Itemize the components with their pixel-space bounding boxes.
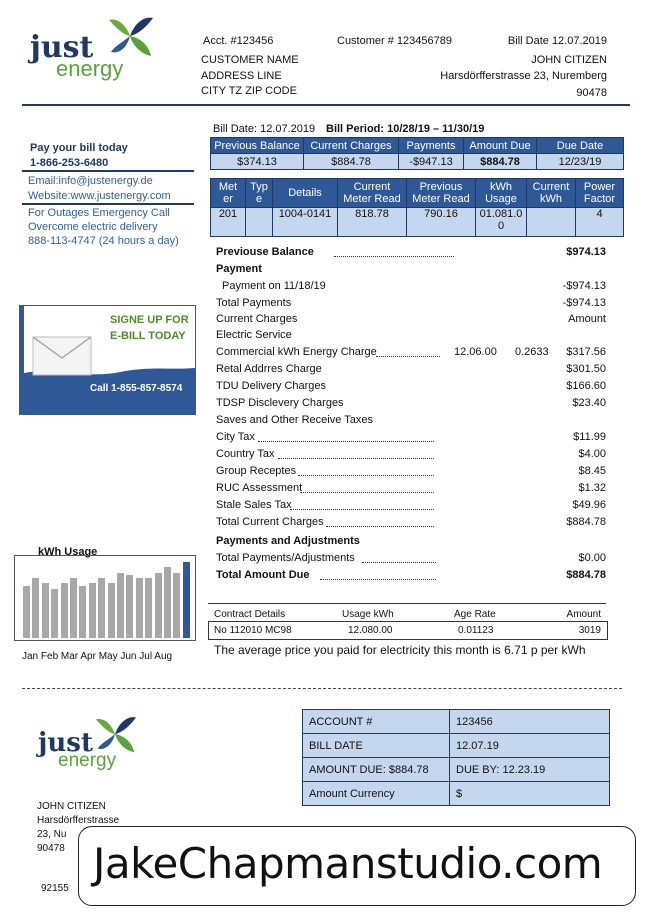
meter-value-current-kwh [527, 208, 576, 237]
summary-due-date: 12/23/19 [537, 154, 624, 170]
summary-previous: $374.13 [211, 154, 304, 170]
total-due-amount: $884.78 [566, 569, 606, 581]
meter-value-meter: 201 [211, 208, 246, 237]
tdu-label: TDU Delivery Charges [216, 380, 327, 392]
contract-header-rate: Age Rate [454, 609, 496, 620]
city-tax-label: City Tax [216, 431, 255, 443]
summary-bill-date: Bill Date: 12.07.2019 [213, 123, 316, 135]
summary-header-payments: Payments [399, 138, 464, 154]
meter-header-kwh-usage: kWh Usage [476, 179, 527, 208]
usage-bar [23, 586, 30, 638]
usage-bar [98, 578, 105, 638]
bill-date-value: 12.07.19 [450, 734, 610, 758]
payment-on-amount: -$974.13 [562, 280, 606, 292]
usage-bar [136, 578, 143, 638]
payment-on-row [216, 280, 606, 294]
leader-dots [290, 499, 434, 510]
usage-bar [164, 567, 171, 638]
logo-word: just [30, 30, 94, 65]
meter-value-kwh-usage: 01.081.0 0 [476, 208, 527, 237]
usage-bars [23, 562, 193, 638]
total-payments-row [216, 297, 606, 311]
customer-number: Customer # 123456789 [337, 35, 452, 47]
usage-chart [14, 555, 196, 641]
usage-bar [61, 583, 68, 638]
leaf-icon [105, 12, 155, 60]
country-tax-label: Country Tax [216, 448, 275, 460]
total-payments-label: Total Payments [216, 297, 292, 309]
current-charges-row [216, 313, 606, 327]
retail-label: Retal Addrres Charge [216, 363, 322, 375]
leader-dots [362, 552, 436, 563]
meter-header-type: Typ e [246, 179, 273, 208]
summary-payments: -$947.13 [399, 154, 464, 170]
saves-row [216, 414, 606, 428]
adjustments-title [216, 535, 606, 549]
previous-balance-amount: $974.13 [566, 246, 606, 258]
leader-dots [326, 516, 434, 527]
stale-label: Stale Sales Tax [216, 499, 292, 511]
bill-date-label: BILL DATE [303, 734, 450, 758]
usage-months: Jan Feb Mar Apr May Jun Jul Aug [22, 651, 173, 662]
adjustments-label: Total Payments/Adjustments [216, 552, 355, 564]
average-price-note: The average price you paid for electricity this month is 6.71 p per kWh [214, 643, 586, 657]
total-due-row [216, 569, 606, 583]
outage-line-2: Overcome electric delivery [28, 221, 158, 233]
current-charges-label: Current Charges [216, 313, 298, 325]
leader-dots [258, 431, 434, 442]
group-row [216, 465, 606, 479]
envelope-icon [32, 336, 92, 376]
stub-street-2: 23, Nu [37, 829, 67, 840]
stale-amount: $49.96 [572, 499, 606, 511]
ruc-amount: $1.32 [578, 482, 606, 494]
logo-sub: energy [56, 56, 124, 81]
previous-balance-row [216, 246, 606, 260]
ebill-line-2: E-BILL TODAY [110, 330, 186, 342]
contract-value-details: No 112010 MC98 [214, 625, 292, 636]
retail-amount: $301.50 [566, 363, 606, 375]
zip-right: 90478 [576, 87, 607, 99]
watermark-text: JakeChapmanstudio.com [93, 839, 603, 888]
total-current-amount: $884.78 [566, 516, 606, 528]
tdu-row [216, 380, 606, 394]
usage-title: kWh Usage [38, 546, 98, 558]
summary-header-current: Current Charges [304, 138, 399, 154]
total-due-label: Total Amount Due [216, 569, 310, 581]
contract-header-usage: Usage kWh [342, 609, 394, 620]
left-divider-2 [22, 203, 194, 205]
city-line: CITY TZ ZIP CODE [201, 85, 297, 97]
customer-name-right: JOHN CITIZEN [531, 54, 607, 66]
meter-header-power-factor: Power Factor [576, 179, 624, 208]
usage-bar [32, 578, 39, 638]
usage-bar [42, 583, 49, 638]
commercial-quantity: 12.06.00 [454, 346, 497, 358]
account-number: Acct. #123456 [203, 35, 274, 47]
ebill-banner[interactable] [19, 305, 196, 415]
stub-zip: 90478 [37, 843, 65, 854]
meter-header-meter: Met er [211, 179, 246, 208]
account-value: 123456 [450, 710, 610, 734]
leader-dots [320, 569, 436, 580]
contract-divider [208, 603, 606, 604]
stub-logo-sub: energy [58, 750, 117, 771]
amount-column-label: Amount [568, 313, 606, 325]
country-tax-amount: $4.00 [578, 448, 606, 460]
outage-line-1: For Outages Emergency Call [28, 207, 170, 219]
usage-bar [173, 573, 180, 638]
email-link[interactable]: Email:info@justenergy.de [28, 175, 153, 187]
contract-header-amount: Amount [566, 609, 601, 620]
meter-header-current-kwh: Current kWh [527, 179, 576, 208]
pay-title: Pay your bill today [30, 142, 128, 154]
city-tax-row [216, 431, 606, 445]
bill-date: Bill Date 12.07.2019 [507, 35, 607, 47]
total-current-label: Total Current Charges [216, 516, 324, 528]
tdu-amount: $166.60 [566, 380, 606, 392]
currency-value: $ [450, 782, 610, 806]
summary-bill-period: Bill Period: 10/28/19 – 11/30/19 [326, 123, 485, 135]
leader-dots [376, 346, 440, 357]
meter-value-current-read: 818.78 [338, 208, 407, 237]
ruc-row [216, 482, 606, 496]
meter-value-power-factor: 4 [576, 208, 624, 237]
meter-value-type [246, 208, 273, 237]
address-line: ADDRESS LINE [201, 70, 282, 82]
summary-table [210, 137, 624, 170]
header-divider [22, 104, 630, 106]
meter-value-previous-read: 790.16 [407, 208, 476, 237]
stub-logo-word: just [38, 728, 93, 758]
stub-street: Harsdörfferstrasse [37, 815, 120, 826]
group-amount: $8.45 [578, 465, 606, 477]
account-label: ACCOUNT # [303, 710, 450, 734]
stub-name: JOHN CITIZEN [37, 801, 106, 812]
contract-header-details: Contract Details [214, 609, 286, 620]
usage-bar [145, 578, 152, 638]
tdsp-label: TDSP Disclevery Charges [216, 397, 344, 409]
commercial-amount: $317.56 [566, 346, 606, 358]
summary-header-previous: Previous Balance [211, 138, 304, 154]
pay-phone: 1-866-253-6480 [30, 157, 109, 169]
leader-dots [300, 482, 434, 493]
leader-dots [278, 448, 434, 459]
usage-bar [183, 562, 190, 638]
ruc-label: RUC Assessment [216, 482, 303, 494]
adjustments-title-text: Payments and Adjustments [216, 535, 360, 547]
meter-header-previous-read: Previous Meter Read [407, 179, 476, 208]
ebill-line-1: SIGNE UP FOR [110, 314, 189, 326]
electric-service-label: Electric Service [216, 329, 292, 341]
usage-bar [155, 573, 162, 638]
usage-bar [70, 578, 77, 638]
currency-label: Amount Currency [303, 782, 450, 806]
tdsp-row [216, 397, 606, 411]
usage-bar [89, 583, 96, 638]
previous-balance-label: Previouse Balance [216, 246, 314, 258]
usage-bar [108, 583, 115, 638]
company-logo [30, 12, 160, 84]
adjustments-amount: $0.00 [578, 552, 606, 564]
commercial-label: Commercial kWh Energy Charge [216, 346, 377, 358]
group-label: Group Receptes [216, 465, 297, 477]
website-link[interactable]: Website:www.justenergy.com [28, 190, 171, 202]
tear-line [22, 688, 622, 689]
street-right: Harsdörfferstrasse 23, Nuremberg [440, 70, 607, 82]
total-payments-amount: -$974.13 [562, 297, 606, 309]
left-divider-1 [22, 170, 194, 172]
commercial-row [216, 346, 606, 360]
contract-value-rate: 0.01123 [458, 625, 494, 636]
leader-dots [298, 465, 434, 476]
usage-bar [51, 589, 58, 638]
customer-name: CUSTOMER NAME [201, 54, 299, 66]
stale-row [216, 499, 606, 513]
payment-title-text: Payment [216, 263, 262, 275]
tdsp-amount: $23.40 [572, 397, 606, 409]
payment-title [216, 263, 606, 277]
usage-bar [79, 586, 86, 638]
ebill-call: Call 1-855-857-8574 [90, 383, 183, 394]
payment-on-label: Payment on 11/18/19 [222, 280, 326, 292]
summary-header-amount-due: Amount Due [464, 138, 537, 154]
electric-service-row [216, 329, 606, 343]
stub-barcode-text: 92155 [41, 883, 69, 894]
summary-amount-due: $884.78 [464, 154, 537, 170]
stub-logo [38, 712, 148, 776]
summary-current: $884.78 [304, 154, 399, 170]
city-tax-amount: $11.99 [573, 431, 606, 443]
leader-dots [334, 246, 454, 257]
contract-value-usage: 12.080.00 [348, 625, 393, 636]
summary-header-due-date: Due Date [537, 138, 624, 154]
country-tax-row [216, 448, 606, 462]
adjustments-row [216, 552, 606, 566]
usage-bar [117, 573, 124, 638]
account-box [302, 709, 610, 806]
meter-table [210, 178, 624, 237]
meter-header-details: Details [273, 179, 338, 208]
outage-line-3: 888-113-4747 (24 hours a day) [28, 235, 179, 247]
contract-value-amount: 3019 [578, 625, 601, 636]
saves-label: Saves and Other Receive Taxes [216, 414, 373, 426]
amount-due-label: AMOUNT DUE: $884.78 [303, 758, 450, 782]
retail-row [216, 363, 606, 377]
commercial-rate: 0.2633 [515, 346, 549, 358]
meter-value-details: 1004-0141 [273, 208, 338, 237]
meter-header-current-read: Current Meter Read [338, 179, 407, 208]
total-current-row [216, 516, 606, 530]
usage-bar [126, 575, 133, 638]
watermark-box [78, 826, 636, 906]
due-by-label: DUE BY: 12.23.19 [450, 758, 610, 782]
